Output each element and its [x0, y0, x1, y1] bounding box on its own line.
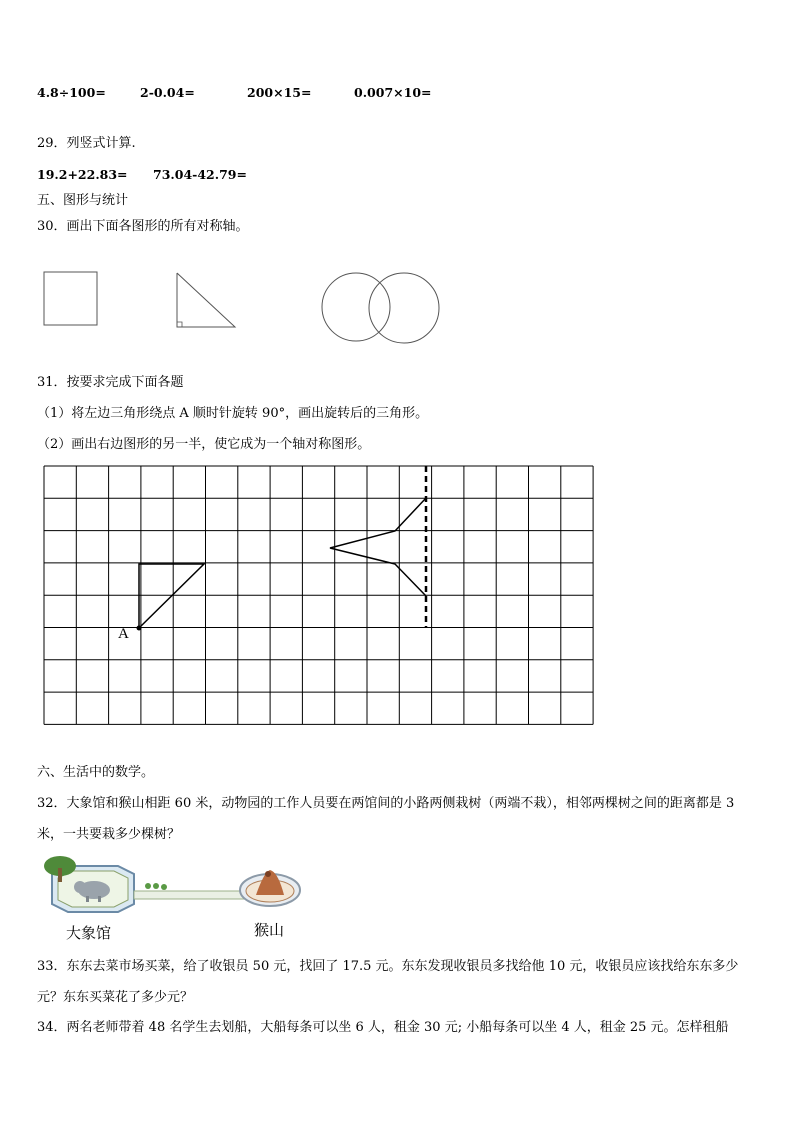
- q33-text: 33．东东去菜市场买菜，给了收银员 50 元，找回了 17.5 元。东东发现收银员多找给他 10 元，收银员应该找给东东多少元？东东买菜花了多少元？: [37, 959, 739, 1005]
- q29-item-2: 73.04-42.79=: [153, 167, 247, 182]
- q34-text: 34．两名老师带着 48 名学生去划船，大船每条可以坐 6 人，租金 30 元; 小船每条可以坐 4 人，租金 25 元。怎样租船: [37, 1020, 729, 1035]
- path-between-houses: [134, 883, 244, 899]
- elephant-house-label: 大象馆: [66, 924, 112, 942]
- monkey-hill-picture: [240, 870, 300, 906]
- section-5-heading: 五、图形与统计: [37, 193, 129, 208]
- calc-item-3: 200×15=: [247, 85, 312, 100]
- calc-item-4: 0.007×10=: [354, 85, 432, 100]
- q29-title: 29．列竖式计算.: [37, 136, 136, 151]
- q31-part-1: （1）将左边三角形绕点 A 顺时针旋转 90°，画出旋转后的三角形。: [37, 406, 429, 421]
- q30-title: 30．画出下面各图形的所有对称轴。: [37, 219, 249, 234]
- q31-title: 31．按要求完成下面各题: [37, 375, 184, 390]
- q29-item-1: 19.2+22.83=: [37, 167, 128, 182]
- q32-text: 32．大象馆和猴山相距 60 米，动物园的工作人员要在两馆间的小路两侧栽树（两端不栽），相邻两棵树之间的距离都是 3 米，一共要栽多少棵树？: [37, 796, 735, 842]
- calc-item-1: 4.8÷100=: [37, 85, 106, 100]
- monkey-hill-label: 猴山: [254, 921, 285, 939]
- calc-item-2: 2-0.04=: [140, 85, 195, 100]
- section-6-heading: 六、生活中的数学。: [37, 765, 155, 780]
- elephant-house-picture: [44, 856, 134, 912]
- point-a-label: A: [118, 626, 129, 642]
- q31-part-2: （2）画出右边图形的另一半，使它成为一个轴对称图形。: [37, 437, 371, 452]
